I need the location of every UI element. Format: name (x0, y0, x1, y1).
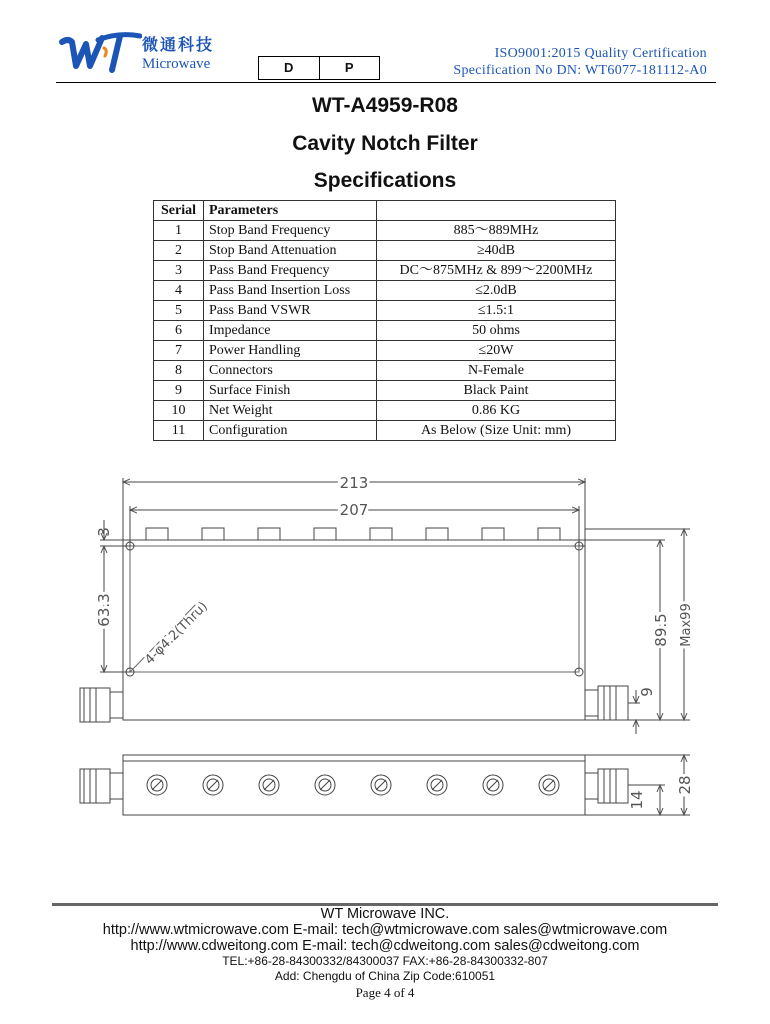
side-tuning-screws (147, 775, 559, 795)
row-param: Stop Band Frequency (204, 221, 377, 241)
n-connector-right (585, 686, 628, 720)
row-value: N-Female (377, 361, 616, 381)
dim-89-5: 89.5 (652, 613, 670, 647)
row-value: ≤2.0dB (377, 281, 616, 301)
spec-table (153, 200, 616, 441)
table-row (154, 321, 616, 341)
row-param: Connectors (204, 361, 377, 381)
side-connector-right (585, 769, 628, 803)
dim-max99: Max99 (679, 603, 694, 647)
footer-contact-1: http://www.wtmicrowave.com E-mail: tech@wtmicrowave.com sales@wtmicrowave.com (102, 922, 668, 938)
row-serial: 1 (154, 221, 204, 241)
dim-207: 207 (339, 501, 369, 519)
row-serial: 10 (154, 401, 204, 421)
table-header-row (154, 201, 616, 221)
row-value: 0.86 KG (377, 401, 616, 421)
dim-63-3: 63.3 (95, 593, 113, 627)
side-view-body (123, 755, 585, 815)
dim-14: 14 (628, 790, 646, 810)
row-value: As Below (Size Unit: mm) (377, 421, 616, 441)
row-param: Power Handling (204, 341, 377, 361)
row-param: Pass Band VSWR (204, 301, 377, 321)
table-row (154, 421, 616, 441)
table-row (154, 341, 616, 361)
footer-company: WT Microwave INC. (320, 906, 450, 922)
logo-english-text: Microwave (142, 56, 211, 72)
header-parameters: Parameters (204, 201, 377, 221)
dim-213: 213 (339, 474, 369, 492)
certification-text: ISO9001:2015 Quality Certification (494, 46, 707, 61)
logo-chinese-text: 微通科技 (142, 35, 215, 54)
flag-d: D (284, 60, 294, 75)
spec-number: Specification No DN: WT6077-181112-A0 (453, 63, 707, 78)
dim-3: 3 (95, 527, 113, 537)
row-value: 885～889MHz (377, 221, 616, 241)
row-serial: 3 (154, 261, 204, 281)
flag-p: P (319, 57, 380, 79)
row-param: Pass Band Frequency (204, 261, 377, 281)
table-row (154, 361, 616, 381)
row-param: Impedance (204, 321, 377, 341)
header-serial: Serial (154, 201, 204, 221)
row-serial: 4 (154, 281, 204, 301)
row-value: ≤20W (377, 341, 616, 361)
row-value: Black Paint (377, 381, 616, 401)
top-view-body (123, 540, 585, 720)
product-title: Cavity Notch Filter (292, 132, 478, 155)
row-serial: 5 (154, 301, 204, 321)
row-serial: 9 (154, 381, 204, 401)
section-title: Specifications (313, 169, 457, 192)
company-logo (58, 28, 228, 78)
model-title: WT-A4959-R08 (312, 94, 458, 117)
row-param: Stop Band Attenuation (204, 241, 377, 261)
page-number: Page 4 of 4 (355, 985, 415, 1000)
row-value: DC～875MHz & 899～2200MHz (377, 261, 616, 281)
row-value: ≤1.5:1 (377, 301, 616, 321)
dim-9: 9 (638, 687, 656, 697)
row-param: Configuration (204, 421, 377, 441)
tuning-screw-row (146, 528, 560, 540)
dim-28: 28 (676, 775, 694, 795)
table-row (154, 301, 616, 321)
footer-contact-2: http://www.cdweitong.com E-mail: tech@cdweitong.com sales@cdweitong.com (130, 938, 640, 954)
row-serial: 2 (154, 241, 204, 261)
mechanical-drawing (0, 460, 770, 840)
table-row (154, 221, 616, 241)
footer (0, 906, 770, 1002)
n-connector-left (80, 688, 123, 722)
header-divider (56, 82, 716, 83)
row-value: ≥40dB (377, 241, 616, 261)
row-param: Surface Finish (204, 381, 377, 401)
side-connector-left (80, 769, 123, 803)
table-row (154, 381, 616, 401)
table-row (154, 261, 616, 281)
document-flag-box (258, 56, 380, 80)
row-serial: 6 (154, 321, 204, 341)
row-param: Pass Band Insertion Loss (204, 281, 377, 301)
table-row (154, 241, 616, 261)
row-value: 50 ohms (377, 321, 616, 341)
footer-phone: TEL:+86-28-84300332/84300037 FAX:+86-28-84300332-807 (222, 954, 548, 968)
row-serial: 8 (154, 361, 204, 381)
table-row (154, 281, 616, 301)
certification-block (453, 45, 707, 79)
header-value (377, 201, 616, 221)
wt-logo-mark (58, 28, 142, 78)
hole-note: 4-φ4.2(Thru) (142, 599, 211, 668)
row-param: Net Weight (204, 401, 377, 421)
row-serial: 7 (154, 341, 204, 361)
row-serial: 11 (154, 421, 204, 441)
footer-address: Add: Chengdu of China Zip Code:610051 (274, 969, 496, 983)
table-row (154, 401, 616, 421)
